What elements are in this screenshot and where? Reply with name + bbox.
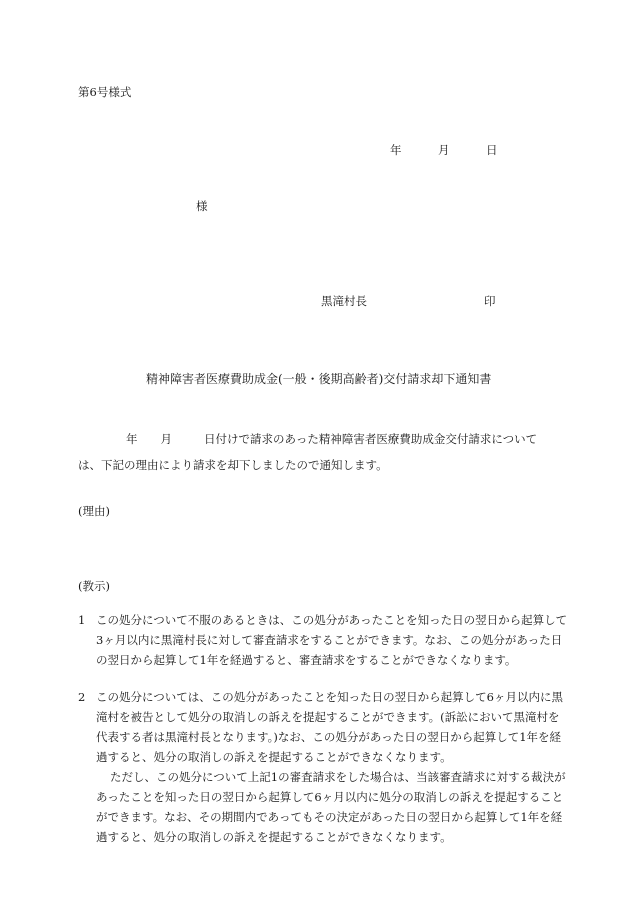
item-number: 1: [78, 613, 86, 627]
item-text: この処分については、この処分があったことを知った日の翌日から起算して6ヶ月以内に黒滝村を被告として処分の取消しの訴えを提起することができます。(訴訟において黒滝村を代表する者は黒滝村長となります。)なお、この処分があった日の翌日から起算して1年を経過すると、処分の取消しの訴えを提起することができなくなります。: [96, 690, 563, 764]
form-number: 第6号様式: [78, 85, 132, 99]
proviso-text: ただし、この処分について上記1の審査請求をした場合は、当該審査請求に対する裁決があったことを知った日の翌日から起算して6ヶ月以内に処分の取消しの訴えを提起することができます。なお、その期間内であってもその決定があった日の翌日から起算して1年を経過すると、処分の取消しの訴えを提起することができなくなります。: [96, 770, 566, 844]
addressee-suffix: 様: [196, 199, 208, 213]
teaching-proviso: [78, 767, 568, 847]
seal-mark: 印: [484, 294, 496, 308]
teaching-item-2: [78, 687, 568, 767]
teaching-heading: (教示): [78, 579, 110, 593]
item-number: 2: [78, 690, 86, 704]
reason-heading: (理由): [78, 504, 110, 518]
body-month: 月: [160, 432, 172, 446]
issuer-name: 黒滝村長: [321, 294, 367, 308]
body-day-phrase: 日付けで請求のあった精神障害者医療費助成金交付請求について: [204, 432, 538, 446]
body-year: 年: [126, 432, 138, 446]
date-month-label: 月: [438, 143, 450, 157]
date-day-label: 日: [486, 143, 498, 157]
body-line-2: は、下記の理由により請求を却下しましたので通知します。: [78, 458, 388, 472]
document-title: 精神障害者医療費助成金(一般・後期高齢者)交付請求却下通知書: [146, 372, 492, 386]
date-year-label: 年: [390, 143, 402, 157]
teaching-item-1: [78, 610, 568, 670]
body-line-1: [78, 431, 537, 447]
item-text: この処分について不服のあるときは、この処分があったことを知った日の翌日から起算して3ヶ月以内に黒滝村長に対して審査請求をすることができます。なお、この処分があった日の翌日から起算して1年を経過すると、審査請求をすることができなくなります。: [96, 613, 568, 667]
